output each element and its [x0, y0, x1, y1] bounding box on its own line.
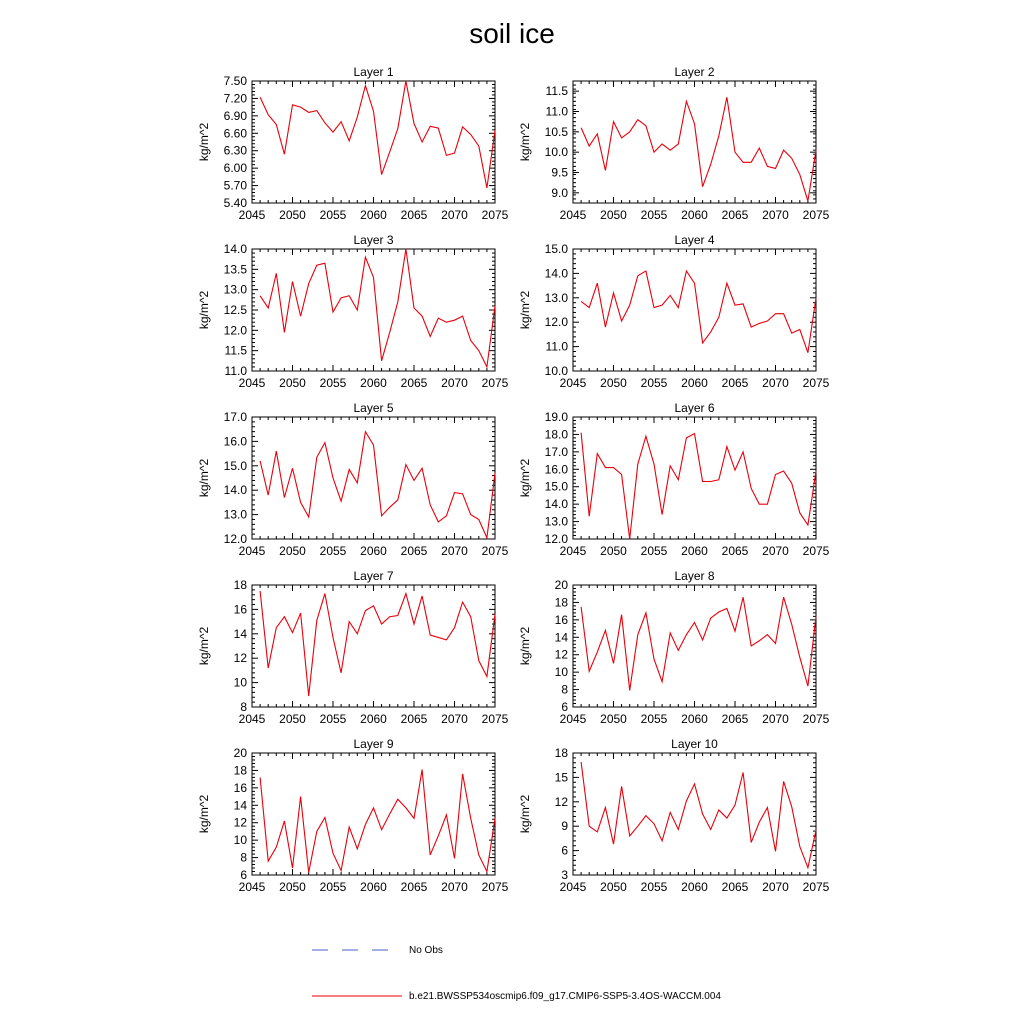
x-tick-label: 2050	[279, 544, 306, 558]
x-tick-label: 2050	[600, 712, 627, 726]
y-tick-label: 9.5	[551, 165, 568, 180]
y-axis-label: kg/m^2	[197, 122, 211, 162]
x-tick-label: 2070	[762, 544, 789, 558]
y-tick-label: 10	[554, 665, 568, 680]
panel-title: Layer 1	[353, 65, 394, 79]
plot-frame	[252, 417, 495, 539]
x-tick-label: 2070	[441, 544, 468, 558]
x-tick-label: 2050	[600, 544, 627, 558]
x-tick-label: 2075	[481, 208, 509, 222]
legend-obs-label: No Obs	[409, 945, 443, 956]
series-line	[581, 597, 816, 690]
x-tick-label: 2045	[559, 544, 587, 558]
y-axis-label: kg/m^2	[518, 122, 532, 162]
x-tick-label: 2075	[481, 544, 509, 558]
x-tick-label: 2060	[360, 208, 387, 222]
x-tick-label: 2075	[802, 208, 830, 222]
series-line	[581, 271, 816, 353]
y-tick-label: 14.0	[544, 497, 568, 512]
y-tick-label: 9	[561, 819, 568, 834]
y-tick-label: 11.5	[545, 84, 568, 99]
panel-title: Layer 5	[353, 401, 394, 415]
x-tick-label: 2070	[441, 880, 468, 894]
y-tick-label: 15.0	[223, 458, 247, 473]
x-tick-label: 2060	[360, 712, 387, 726]
plot-frame	[573, 81, 816, 203]
x-tick-label: 2055	[640, 376, 668, 390]
y-tick-label: 13.0	[544, 290, 568, 305]
y-tick-label: 18	[233, 578, 247, 592]
y-tick-label: 18	[554, 595, 568, 610]
panel-title: Layer 3	[353, 233, 394, 247]
y-tick-label: 12.0	[544, 315, 568, 330]
x-tick-label: 2075	[802, 376, 830, 390]
y-tick-label: 6	[561, 843, 568, 858]
x-tick-label: 2070	[762, 208, 789, 222]
y-tick-label: 12	[554, 794, 568, 809]
x-tick-label: 2060	[681, 544, 708, 558]
y-tick-label: 12.0	[223, 323, 247, 338]
x-tick-label: 2065	[721, 544, 749, 558]
y-tick-label: 19.0	[544, 410, 568, 424]
x-tick-label: 2050	[279, 880, 306, 894]
x-tick-label: 2060	[360, 880, 387, 894]
series-line	[581, 762, 816, 868]
x-tick-label: 2065	[400, 544, 428, 558]
y-tick-label: 8	[240, 850, 247, 865]
panel-title: Layer 7	[353, 569, 394, 583]
x-tick-label: 2070	[762, 880, 789, 894]
x-tick-label: 2055	[319, 880, 347, 894]
x-tick-label: 2070	[441, 208, 468, 222]
y-tick-label: 5.70	[223, 178, 247, 193]
y-tick-label: 16	[233, 602, 247, 617]
x-tick-label: 2050	[600, 880, 627, 894]
x-tick-label: 2065	[400, 712, 428, 726]
y-axis-label: kg/m^2	[197, 626, 211, 666]
x-tick-label: 2050	[279, 208, 306, 222]
x-tick-label: 2065	[400, 376, 428, 390]
y-tick-label: 10.0	[544, 145, 568, 160]
y-tick-label: 9.0	[551, 185, 568, 200]
panel-layer-10	[518, 737, 830, 894]
figure-title: soil ice	[469, 18, 555, 49]
x-tick-label: 2065	[400, 208, 428, 222]
plot-frame	[252, 585, 495, 707]
y-tick-label: 17.0	[544, 444, 568, 459]
y-tick-label: 13.5	[223, 262, 247, 277]
x-tick-label: 2050	[600, 208, 627, 222]
x-tick-label: 2065	[400, 880, 428, 894]
x-tick-label: 2070	[441, 712, 468, 726]
y-tick-label: 13.0	[544, 514, 568, 529]
series-line	[260, 432, 495, 538]
y-axis-label: kg/m^2	[518, 458, 532, 498]
panel-layer-3	[197, 233, 509, 390]
x-tick-label: 2060	[360, 544, 387, 558]
panel-layer-2	[518, 65, 830, 222]
y-axis-label: kg/m^2	[197, 290, 211, 330]
x-tick-label: 2060	[681, 880, 708, 894]
y-tick-label: 6.00	[223, 161, 247, 176]
x-tick-label: 2075	[481, 880, 509, 894]
y-tick-label: 6	[240, 868, 247, 882]
x-tick-label: 2045	[238, 712, 266, 726]
x-tick-label: 2060	[360, 376, 387, 390]
y-tick-label: 11.0	[545, 104, 568, 119]
x-tick-label: 2060	[681, 712, 708, 726]
y-axis-label: kg/m^2	[518, 794, 532, 834]
y-tick-label: 15	[554, 770, 568, 785]
y-tick-label: 15.0	[544, 479, 568, 494]
y-tick-label: 15.0	[544, 242, 568, 256]
x-tick-label: 2055	[640, 208, 668, 222]
x-tick-label: 2075	[802, 712, 830, 726]
x-tick-label: 2055	[640, 880, 668, 894]
x-tick-label: 2065	[721, 376, 749, 390]
y-tick-label: 13.0	[223, 282, 247, 297]
y-tick-label: 6.90	[223, 108, 247, 123]
panel-layer-6	[518, 401, 830, 558]
panel-layer-5	[197, 401, 509, 558]
y-tick-label: 14.0	[544, 266, 568, 281]
y-tick-label: 14	[554, 630, 568, 645]
y-tick-label: 18.0	[544, 427, 568, 442]
y-tick-label: 10	[233, 833, 247, 848]
y-tick-label: 18	[554, 746, 568, 760]
x-tick-label: 2055	[319, 208, 347, 222]
y-tick-label: 11.0	[224, 364, 247, 378]
y-tick-label: 16.0	[223, 434, 247, 449]
x-tick-label: 2055	[319, 712, 347, 726]
series-line	[260, 591, 495, 696]
y-tick-label: 14	[233, 798, 247, 813]
x-tick-label: 2075	[802, 544, 830, 558]
x-tick-label: 2065	[721, 712, 749, 726]
x-tick-label: 2055	[640, 544, 668, 558]
x-tick-label: 2070	[762, 712, 789, 726]
plot-frame	[252, 81, 495, 203]
x-tick-label: 2065	[721, 880, 749, 894]
x-tick-label: 2055	[640, 712, 668, 726]
panels	[197, 65, 830, 894]
y-tick-label: 12.5	[223, 303, 247, 317]
x-tick-label: 2065	[721, 208, 749, 222]
legend-model-label: b.e21.BWSSP534oscmip6.f09_g17.CMIP6-SSP5-3.4OS-WACCM.004	[409, 991, 721, 1002]
y-axis-label: kg/m^2	[197, 794, 211, 834]
x-tick-label: 2050	[600, 376, 627, 390]
y-tick-label: 11.0	[545, 339, 568, 354]
y-tick-label: 6.60	[223, 126, 247, 141]
y-tick-label: 8	[240, 700, 247, 714]
y-tick-label: 16.0	[544, 462, 568, 477]
y-axis-label: kg/m^2	[518, 290, 532, 330]
y-tick-label: 10.0	[544, 364, 568, 378]
series-line	[581, 97, 816, 201]
y-tick-label: 12.0	[544, 532, 568, 546]
x-tick-label: 2055	[319, 544, 347, 558]
panel-title: Layer 6	[674, 401, 715, 415]
panel-layer-7	[197, 569, 509, 726]
panel-title: Layer 2	[674, 65, 715, 79]
y-tick-label: 14.0	[223, 242, 247, 256]
x-tick-label: 2045	[238, 208, 266, 222]
x-tick-label: 2045	[559, 208, 587, 222]
y-tick-label: 10.5	[544, 124, 568, 139]
series-line	[260, 249, 495, 367]
series-line	[581, 433, 816, 539]
panel-layer-9	[197, 737, 509, 894]
y-tick-label: 20	[554, 578, 568, 592]
y-tick-label: 16	[233, 780, 247, 795]
y-tick-label: 20	[233, 746, 247, 760]
y-tick-label: 17.0	[223, 410, 247, 424]
y-tick-label: 16	[554, 612, 568, 627]
panel-layer-4	[518, 233, 830, 390]
panel-title: Layer 4	[674, 233, 715, 247]
x-tick-label: 2045	[559, 376, 587, 390]
y-tick-label: 3	[561, 868, 568, 882]
panel-layer-8	[518, 569, 830, 726]
y-tick-label: 18	[233, 763, 247, 778]
series-line	[260, 81, 495, 188]
y-tick-label: 6	[561, 700, 568, 714]
y-tick-label: 7.50	[223, 74, 247, 88]
y-tick-label: 14.0	[223, 483, 247, 498]
x-tick-label: 2075	[481, 376, 509, 390]
y-tick-label: 7.20	[223, 91, 247, 106]
x-tick-label: 2045	[238, 544, 266, 558]
x-tick-label: 2060	[681, 376, 708, 390]
y-tick-label: 12	[554, 647, 568, 662]
x-tick-label: 2045	[238, 376, 266, 390]
series-line	[260, 770, 495, 873]
x-tick-label: 2050	[279, 712, 306, 726]
y-axis-label: kg/m^2	[518, 626, 532, 666]
x-tick-label: 2075	[481, 712, 509, 726]
y-tick-label: 5.40	[223, 196, 247, 210]
panel-title: Layer 9	[353, 737, 394, 751]
y-tick-label: 6.30	[223, 143, 247, 158]
x-tick-label: 2045	[559, 712, 587, 726]
x-tick-label: 2055	[319, 376, 347, 390]
panel-layer-1	[197, 65, 509, 222]
y-tick-label: 12.0	[223, 532, 247, 546]
y-tick-label: 14	[233, 626, 247, 641]
y-tick-label: 11.5	[224, 343, 247, 358]
x-tick-label: 2070	[441, 376, 468, 390]
y-tick-label: 8	[561, 682, 568, 697]
x-tick-label: 2045	[559, 880, 587, 894]
y-axis-label: kg/m^2	[197, 458, 211, 498]
x-tick-label: 2075	[802, 880, 830, 894]
y-tick-label: 10	[233, 675, 247, 690]
legend	[312, 945, 721, 1002]
x-tick-label: 2070	[762, 376, 789, 390]
x-tick-label: 2050	[279, 376, 306, 390]
x-tick-label: 2045	[238, 880, 266, 894]
y-tick-label: 13.0	[223, 507, 247, 522]
y-tick-label: 12	[233, 651, 247, 666]
panel-title: Layer 8	[674, 569, 715, 583]
y-tick-label: 12	[233, 815, 247, 830]
panel-title: Layer 10	[671, 737, 718, 751]
x-tick-label: 2060	[681, 208, 708, 222]
